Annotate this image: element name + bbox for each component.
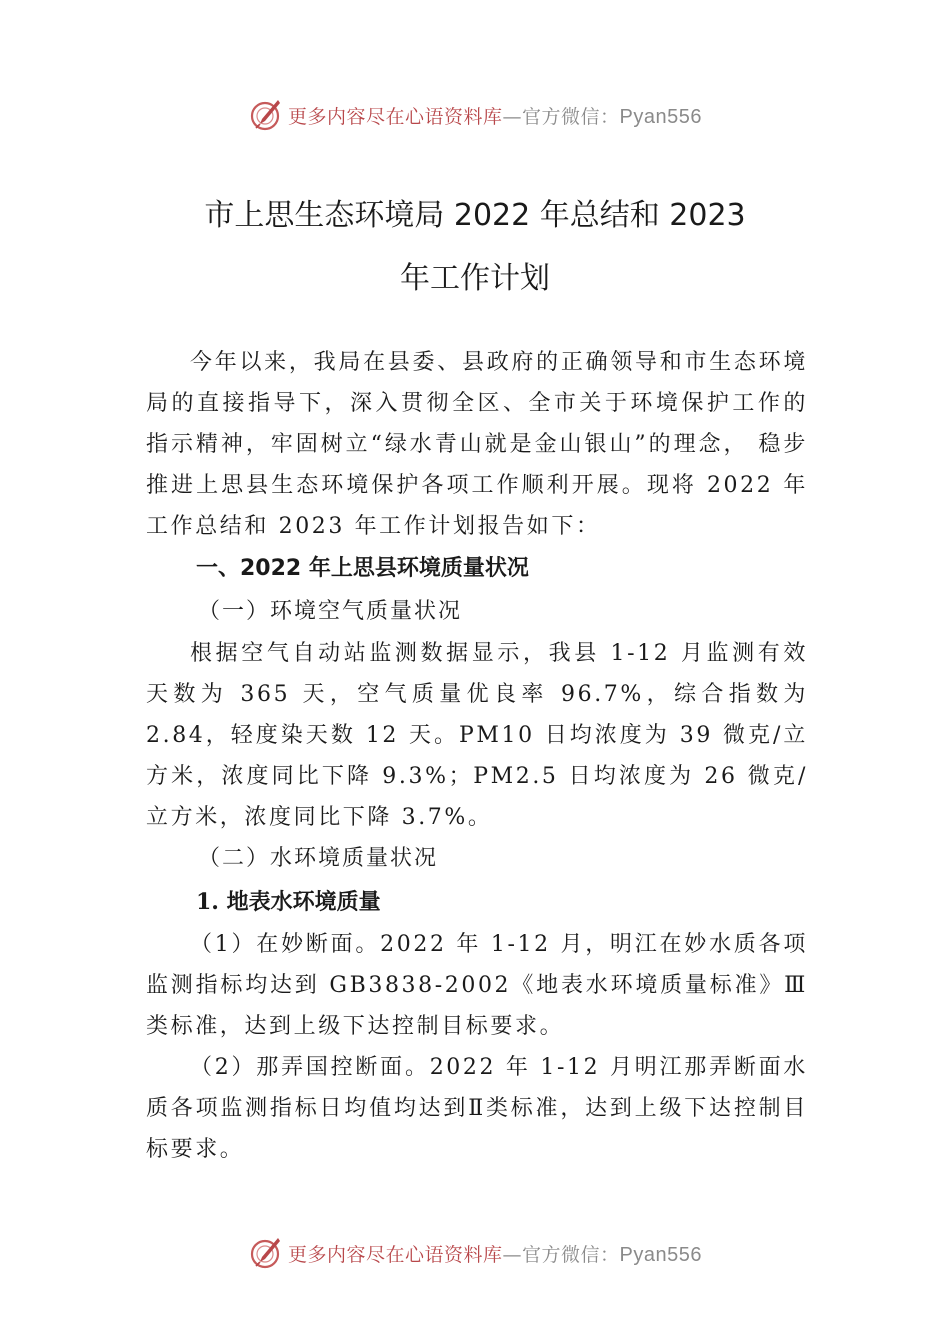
watermark-dash: — xyxy=(502,1243,523,1266)
subsection-2-heading: （二）水环境质量状况 xyxy=(198,846,439,871)
watermark-footer xyxy=(0,1233,950,1273)
watermark-brand: 更多内容尽在心语资料库 xyxy=(288,1243,503,1266)
watermark-text xyxy=(288,102,702,129)
watermark-brand: 更多内容尽在心语资料库 xyxy=(288,105,503,128)
watermark-label: 官方微信： xyxy=(522,1243,620,1266)
air-quality-paragraph: 根据空气自动站监测数据显示，我县 1-12 月监测有效天数为 365 天，空气质量优良率 96.7%，综合指数为 2.84，轻度染天数 12 天。PM10 日均浓度为 39 微克/立方米，浓度同比下降 9.3%；PM2.5 日均浓度为 26 微克/立方米，浓度同比下降 3.7%。 xyxy=(146,641,808,830)
quill-logo-icon xyxy=(248,1235,284,1271)
zaimiao-section-paragraph: （1）在妙断面。2022 年 1-12 月，明江在妙水质各项监测指标均达到 GB3838-2002《地表水环境质量标准》Ⅲ类标准，达到上级下达控制目标要求。 xyxy=(146,932,808,1039)
quill-logo-icon xyxy=(248,97,284,133)
watermark-wechat-id: Pyan556 xyxy=(619,105,702,128)
intro-paragraph: 今年以来，我局在县委、县政府的正确领导和市生态环境局的直接指导下，深入贯彻全区、全市关于环境保护工作的指示精神，牢固树立“绿水青山就是金山银山”的理念， 稳步推进上思县生态环境保护各项工作顺利开展。现将 2022 年工作总结和 2023 年工作计划报告如下： xyxy=(146,350,808,539)
subsection-1-heading: （一）环境空气质量状况 xyxy=(198,599,463,624)
item-1-heading: 1. 地表水环境质量 xyxy=(196,889,381,915)
document-body xyxy=(146,342,808,1170)
section-1-heading: 一、2022 年上思县环境质量状况 xyxy=(196,556,529,581)
watermark-text xyxy=(288,1240,702,1267)
document-title-line-2: 年工作计划 xyxy=(400,261,550,296)
document-title-line-1: 市上思生态环境局 2022 年总结和 2023 xyxy=(204,198,746,233)
nanong-section-paragraph: （2）那弄国控断面。2022 年 1-12 月明江那弄断面水质各项监测指标日均值均达到Ⅱ类标准，达到上级下达控制目标要求。 xyxy=(146,1055,808,1162)
watermark-header xyxy=(0,95,950,135)
watermark-dash: — xyxy=(502,105,523,128)
watermark-wechat-id: Pyan556 xyxy=(619,1243,702,1266)
watermark-label: 官方微信： xyxy=(522,105,620,128)
